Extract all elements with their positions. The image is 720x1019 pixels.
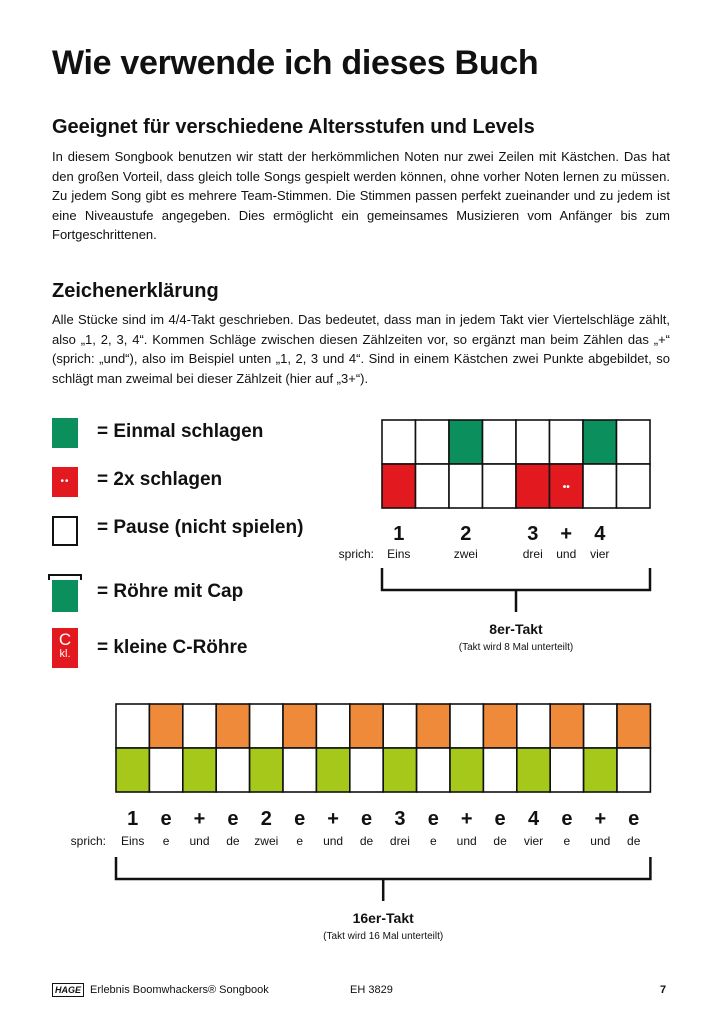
bottom-cell: [450, 748, 483, 792]
legend-label-pause: = Pause (nicht spielen): [97, 517, 304, 538]
top-cell: [550, 420, 584, 464]
spoken-word: de: [226, 834, 240, 848]
spoken-word: zwei: [453, 547, 478, 561]
top-cell: [617, 420, 651, 464]
top-cell: [350, 704, 383, 748]
paragraph-levels: In diesem Songbook benutzen wir statt der herkömmlichen Noten nur zwei Zeilen mit Kästchen. Das hat den großen Vorteil, dass gleich tolle Songs gespielt werden können, ohne vorher Noten lernen zu müssen. Zu jedem Song gibt es mehrere Team-Stimmen. Die Stimmen passen perfekt zueinander und zu jedem ist eine Niveaustufe angegeben. Dies ermöglicht ein gemeinsames Musizieren vom Anfänger bis zum Fortgeschrittenen.: [52, 149, 670, 242]
count-label: e: [628, 808, 640, 830]
top-cell: [449, 420, 483, 464]
spoken-word: de: [627, 834, 641, 848]
spoken-word: und: [590, 834, 611, 848]
spoken-word: drei: [389, 834, 410, 848]
count-label: 2: [460, 523, 472, 545]
section-heading-levels: Geeignet für verschiedene Altersstufen und Levels: [52, 116, 535, 138]
top-cell: [183, 704, 216, 748]
bottom-cell: [183, 748, 216, 792]
spoken-word: e: [296, 834, 304, 848]
spoken-prefix: sprich:: [70, 834, 106, 848]
count-label: 3: [527, 523, 539, 545]
spoken-word: drei: [522, 547, 543, 561]
spoken-word: und: [456, 834, 477, 848]
top-cell: [517, 704, 550, 748]
c-kl-small: kl.: [59, 648, 71, 660]
spoken-word: zwei: [254, 834, 279, 848]
bracket: [116, 857, 650, 901]
spoken-word: und: [189, 834, 210, 848]
spoken-word: e: [563, 834, 571, 848]
top-cell: [417, 704, 450, 748]
takt-sublabel: (Takt wird 16 Mal unterteilt): [323, 931, 444, 942]
legend-label-c-kl: = kleine C-Röhre: [97, 637, 248, 658]
bottom-cell: [617, 464, 651, 508]
top-cell: [483, 704, 516, 748]
legend-label-cap: = Röhre mit Cap: [97, 581, 244, 602]
spoken-word: e: [162, 834, 170, 848]
footer-code: EH 3829: [350, 984, 393, 996]
page-title: Wie verwende ich dieses Buch: [52, 44, 539, 82]
top-cell: [483, 420, 517, 464]
count-label: +: [460, 808, 473, 830]
bottom-cell: [149, 748, 182, 792]
takt-label: 16er-Takt: [352, 910, 414, 926]
double-dot-icon: ••: [60, 476, 70, 487]
count-label: e: [227, 808, 239, 830]
spoken-word: e: [429, 834, 437, 848]
top-cell: [250, 704, 283, 748]
count-label: 1: [393, 523, 405, 545]
bottom-cell: [583, 464, 617, 508]
count-label: +: [594, 808, 607, 830]
bottom-cell: [449, 464, 483, 508]
bottom-cell: [316, 748, 349, 792]
hage-logo: HAGE: [52, 983, 84, 997]
legend-symbol-red-dots: [52, 467, 78, 497]
spoken-word: vier: [590, 547, 610, 561]
count-label: e: [160, 808, 172, 830]
top-cell: [283, 704, 316, 748]
top-cell: [149, 704, 182, 748]
bottom-cell: [350, 748, 383, 792]
bottom-cell: [417, 748, 450, 792]
spoken-word: Eins: [387, 547, 411, 561]
legend-label-twice: = 2x schlagen: [97, 469, 223, 490]
legend-symbol-green: [52, 418, 78, 448]
bottom-cell: [483, 748, 516, 792]
spoken-word: de: [359, 834, 374, 848]
top-cell: [216, 704, 249, 748]
top-cell: [316, 704, 349, 748]
takt-label: 8er-Takt: [489, 621, 543, 637]
top-cell: [383, 704, 416, 748]
spoken-word: de: [493, 834, 507, 848]
count-label: e: [561, 808, 573, 830]
top-cell: [584, 704, 617, 748]
count-label: e: [427, 808, 439, 830]
legend-label-once: = Einmal schlagen: [97, 421, 264, 442]
paragraph-legend: Alle Stücke sind im 4/4-Takt geschrieben. Das bedeutet, dass man in jedem Takt vier Viertelschläge zählt, also „1, 2, 3, 4“. Kommen Schläge zwischen diesen Zählzeiten vor, so ergänzt man beim Zählen das „+“ (sprich: „und“), also im Beispiel unten „1, 2, 3 und 4“. Sind in einem Kästchen zwei Punkte abgebildet, so schlägt man zweimal bei dieser Zählzeit (hier auf „3+“).: [52, 312, 670, 386]
top-cell: [583, 420, 617, 464]
double-dot-icon: ••: [562, 482, 570, 493]
count-label: e: [494, 808, 506, 830]
count-label: 3: [394, 808, 406, 830]
bottom-cell: [517, 748, 550, 792]
section-heading-legend: Zeichenerklärung: [52, 280, 219, 302]
count-label: e: [360, 808, 373, 830]
top-cell: [416, 420, 450, 464]
bottom-cell: [250, 748, 283, 792]
legend-symbol-c-kl: [52, 628, 78, 668]
bottom-cell: [216, 748, 249, 792]
spoken-word: Eins: [121, 834, 145, 848]
count-label: +: [193, 808, 206, 830]
takt-sublabel: (Takt wird 8 Mal unterteilt): [458, 642, 574, 653]
grid-16er-takt: [56, 695, 676, 955]
count-label: 2: [260, 808, 272, 830]
spoken-word: und: [556, 547, 577, 561]
count-label: +: [327, 808, 339, 830]
top-cell: [617, 704, 650, 748]
spoken-prefix: sprich:: [338, 547, 374, 561]
legend-symbol-cap: [52, 578, 78, 612]
top-cell: [516, 420, 550, 464]
bottom-cell: [382, 464, 416, 508]
bottom-cell: [383, 748, 416, 792]
bottom-cell: [617, 748, 650, 792]
count-label: 4: [527, 808, 540, 830]
top-cell: [116, 704, 149, 748]
spoken-word: und: [323, 834, 344, 848]
legend-symbol-white: [52, 516, 78, 546]
footer-book-title: Erlebnis Boomwhackers® Songbook: [90, 984, 269, 996]
top-cell: [382, 420, 416, 464]
count-label: +: [560, 523, 573, 545]
cap-icon: [48, 574, 82, 580]
page-number: 7: [660, 984, 667, 996]
spoken-word: vier: [523, 834, 544, 848]
bottom-cell: [483, 464, 517, 508]
count-label: 4: [594, 523, 606, 545]
bottom-cell: [584, 748, 617, 792]
bottom-cell: [283, 748, 316, 792]
bottom-cell: [516, 464, 550, 508]
top-cell: [550, 704, 583, 748]
grid-8er-takt: [320, 410, 680, 660]
count-label: 1: [127, 808, 139, 830]
c-kl-letter: C: [58, 630, 72, 649]
bottom-cell: [550, 748, 583, 792]
bottom-cell: [116, 748, 149, 792]
bracket: [382, 568, 650, 612]
bottom-cell: [416, 464, 450, 508]
count-label: e: [294, 808, 306, 830]
top-cell: [450, 704, 483, 748]
